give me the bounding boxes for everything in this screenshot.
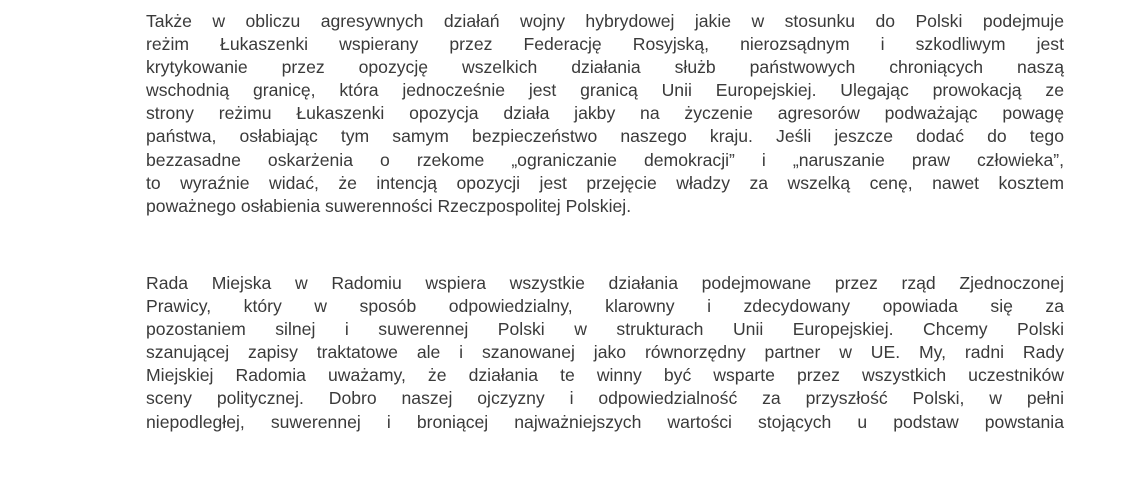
text-line: strony reżimu Łukaszenki opozycja działa jakby na życzenie agresorów podważając powagę (146, 103, 1064, 124)
text-line: Prawicy, który w sposób odpowiedzialny, klarowny i zdecydowany opowiada się za (146, 296, 1064, 317)
text-line: Także w obliczu agresywnych działań wojny hybrydowej jakie w stosunku do Polski podejmuje (146, 11, 1064, 31)
paragraph-hybrid-war (146, 10, 1064, 218)
text-line: pozostaniem silnej i suwerennej Polski w strukturach Unii Europejskiej. Chcemy Polski (146, 319, 1064, 340)
text-line: Rada Miejska w Radomiu wspiera wszystkie działania podejmowane przez rząd Zjednoczonej (146, 273, 1064, 293)
text-line: szanującej zapisy traktatowe ale i szanowanej jako równorzędny partner w UE. My, radni Rady (146, 342, 1064, 363)
text-line: niepodległej, suwerennej i broniącej najważniejszych wartości stojących u podstaw powstania (146, 411, 1064, 432)
text-line: to wyraźnie widać, że intencją opozycji jest przejęcie władzy za wszelką cenę, nawet kosztem (146, 172, 1064, 193)
text-line: wschodnią granicę, która jednocześnie jest granicą Unii Europejskiej. Ulegając prowokacją ze (146, 80, 1064, 101)
text-line: Miejskiej Radomia uważamy, że działania te winny być wsparte przez wszystkich uczestników (146, 365, 1064, 386)
paragraph-city-council (146, 272, 1064, 434)
text-line: reżim Łukaszenki wspierany przez Federację Rosyjską, nierozsądnym i szkodliwym jest (146, 34, 1064, 55)
text-line: krytykowanie przez opozycję wszelkich działania służb państwowych chroniących naszą (146, 57, 1064, 78)
text-line: poważnego osłabienia suwerenności Rzeczpospolitej Polskiej. (146, 195, 632, 216)
text-line: państwa, osłabiając tym samym bezpieczeństwo naszego kraju. Jeśli jeszcze dodać do tego (146, 126, 1064, 147)
text-line: bezzasadne oskarżenia o rzekome „ograniczanie demokracji” i „naruszanie praw człowieka”, (146, 149, 1064, 170)
text-line: sceny politycznej. Dobro naszej ojczyzny i odpowiedzialność za przyszłość Polski, w pełni (146, 388, 1064, 409)
